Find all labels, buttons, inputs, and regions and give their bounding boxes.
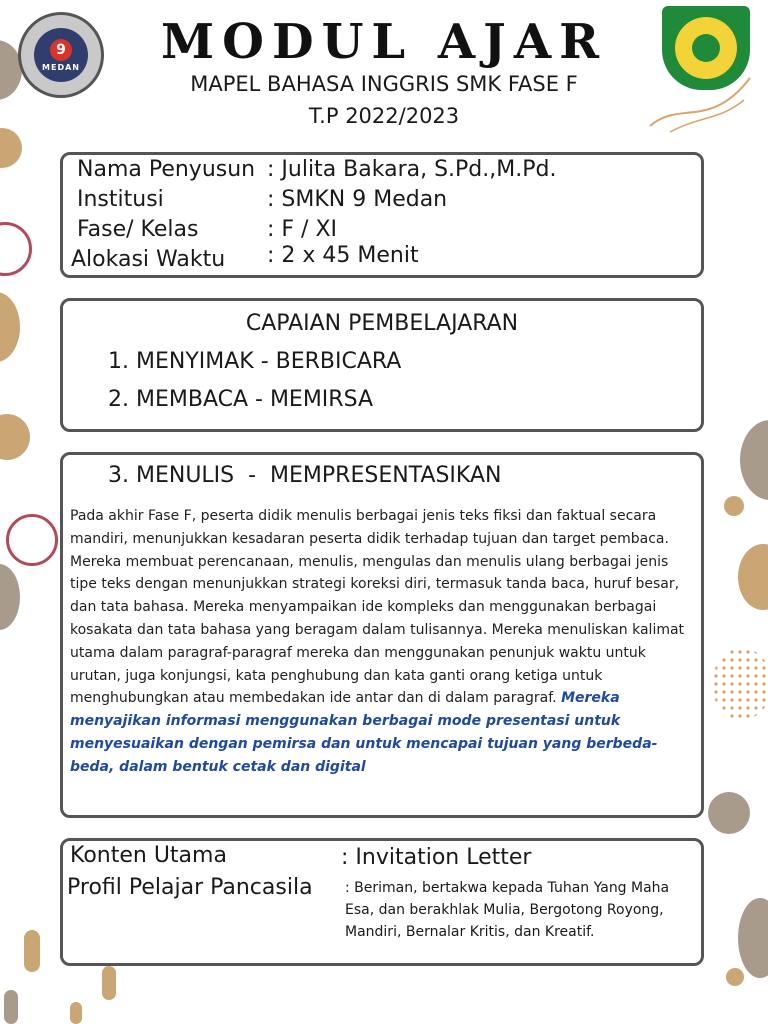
decor-circle bbox=[0, 128, 22, 168]
decor-ring bbox=[0, 222, 32, 276]
decor-circle bbox=[0, 292, 20, 362]
decor-ring bbox=[6, 514, 58, 566]
decor-brush bbox=[24, 930, 40, 972]
description-highlight: Mereka menyajikan informasi menggunakan berbagai mode presentasi untuk menyesuaikan dengan pemirsa dan untuk mencapai tujuan yang berbeda-beda, dalam bentuk cetak dan digital bbox=[70, 690, 658, 775]
school-logo-city: MEDAN bbox=[42, 62, 80, 72]
info-value-author: : Julita Bakara, S.Pd.,M.Pd. bbox=[267, 157, 557, 182]
outcome-item: 2. MEMBACA - MEMIRSA bbox=[108, 387, 373, 412]
info-label-author: Nama Penyusun bbox=[77, 157, 256, 182]
decor-brush bbox=[4, 990, 18, 1024]
decor-circle bbox=[740, 420, 768, 500]
main-content-label: Konten Utama bbox=[70, 843, 227, 868]
profile-label: Profil Pelajar Pancasila bbox=[67, 875, 313, 900]
writing-outcome-description bbox=[70, 505, 692, 779]
info-value-time: : 2 x 45 Menit bbox=[267, 243, 419, 268]
learning-outcomes-box bbox=[60, 298, 704, 432]
learning-outcomes-heading: CAPAIAN PEMBELAJARAN bbox=[245, 311, 519, 336]
info-value-institution: : SMKN 9 Medan bbox=[267, 187, 448, 212]
school-year: T.P 2022/2023 bbox=[308, 104, 460, 128]
info-label-time: Alokasi Waktu bbox=[71, 247, 226, 272]
writing-outcome-heading: 3. MENULIS - MEMPRESENTASIKAN bbox=[108, 463, 502, 488]
writing-outcome-box bbox=[60, 452, 704, 818]
profile-value: : Beriman, bertakwa kepada Tuhan Yang Maha Esa, dan berakhlak Mulia, Bergotong Royong, Mandiri, Bernalar Kritis, dan Kreatif. bbox=[345, 880, 670, 940]
info-label-institution: Institusi bbox=[77, 187, 164, 212]
decor-circle bbox=[0, 414, 30, 460]
content-box bbox=[60, 838, 704, 966]
page-title: MODUL AJAR bbox=[161, 14, 607, 70]
decor-circle bbox=[724, 496, 744, 516]
decor-circle bbox=[0, 564, 20, 630]
info-value-phase: : F / XI bbox=[267, 217, 338, 242]
decor-brush bbox=[70, 1002, 82, 1024]
author-info-box bbox=[60, 152, 704, 278]
decor-dots bbox=[712, 648, 768, 720]
decor-circle bbox=[738, 544, 768, 610]
decor-circle bbox=[738, 898, 768, 978]
outcome-item: 1. MENYIMAK - BERBICARA bbox=[108, 349, 402, 374]
info-label-phase: Fase/ Kelas bbox=[77, 217, 199, 242]
subject-line: MAPEL BAHASA INGGRIS SMK FASE F bbox=[190, 72, 578, 96]
decor-brush bbox=[102, 966, 116, 1000]
decor-circle bbox=[708, 792, 750, 834]
main-content-value: : Invitation Letter bbox=[341, 845, 532, 870]
decor-circle bbox=[726, 968, 744, 986]
description-text: Pada akhir Fase F, peserta didik menulis berbagai jenis teks fiksi dan faktual secara mandiri, menunjukkan kesadaran peserta didik terhadap tujuan dan target pembaca. Mereka membuat perencanaan, menulis, mengulas dan menulis ulang berbagai jenis tipe teks dengan menunjukkan strategi koreksi diri, termasuk tanda baca, huruf besar, dan tata bahasa. Mereka menyampaikan ide kompleks dan menggunakan berbagai kosakata dan tata bahasa yang beragam dalam tulisannya. Mereka menuliskan kalimat utama dalam paragraf-paragraf mereka dan menggunakan penunjuk waktu untuk urutan, juga konjungsi, kata penghubung dan kata ganti orang ketiga untuk menghubungkan atau membedakan ide antar dan di dalam paragraf. bbox=[70, 508, 685, 707]
school-logo-number: 9 bbox=[50, 39, 72, 61]
